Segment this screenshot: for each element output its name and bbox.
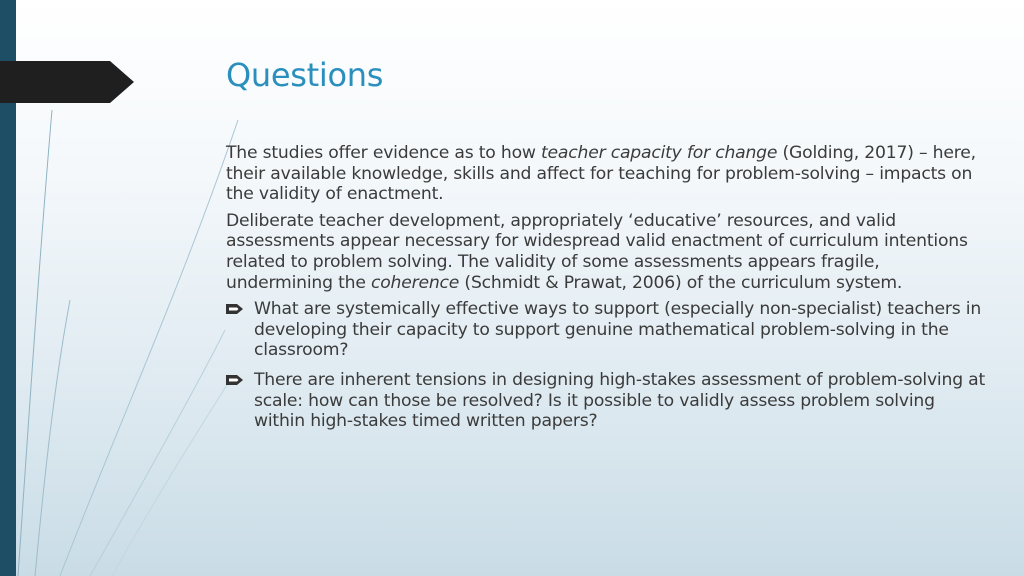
question-list — [226, 299, 986, 432]
list-item — [226, 299, 986, 361]
paragraph-text: Deliberate teacher development, appropriately ‘educative’ resources, and valid assessments appear necessary for widespread valid enactment of curriculum intentions related to problem solving. The validity of some assessments appears fragile, undermining the — [226, 210, 968, 293]
paragraph-text: (Golding, 2017) – here, their available knowledge, skills and affect for teaching for problem-solving – impacts on the validity of enactment. — [226, 143, 976, 205]
italic-term: teacher capacity for change — [541, 143, 778, 163]
paragraph-capacity — [226, 143, 986, 205]
paragraph-development — [226, 211, 986, 293]
italic-term: coherence — [370, 272, 460, 293]
bullet-text: There are inherent tensions in designing high-stakes assessment of problem-solving at scale: how can those be resolved? Is it possible to validly assess problem solving within high-stakes timed written papers? — [254, 369, 986, 432]
arrow-pointer-icon — [226, 304, 243, 314]
arrow-pointer-icon — [226, 375, 243, 385]
slide-title: Questions — [226, 56, 384, 94]
list-item — [226, 370, 986, 432]
title-tab-marker — [0, 61, 134, 103]
paragraph-text: (Schmidt & Prawat, 2006) of the curriculum system. — [459, 272, 903, 293]
bullet-text: What are systemically effective ways to support (especially non-specialist) teachers in developing their capacity to support genuine mathematical problem-solving in the classroom? — [254, 299, 982, 361]
slide-body — [226, 143, 986, 441]
paragraph-text: The studies offer evidence as to how — [226, 143, 541, 163]
